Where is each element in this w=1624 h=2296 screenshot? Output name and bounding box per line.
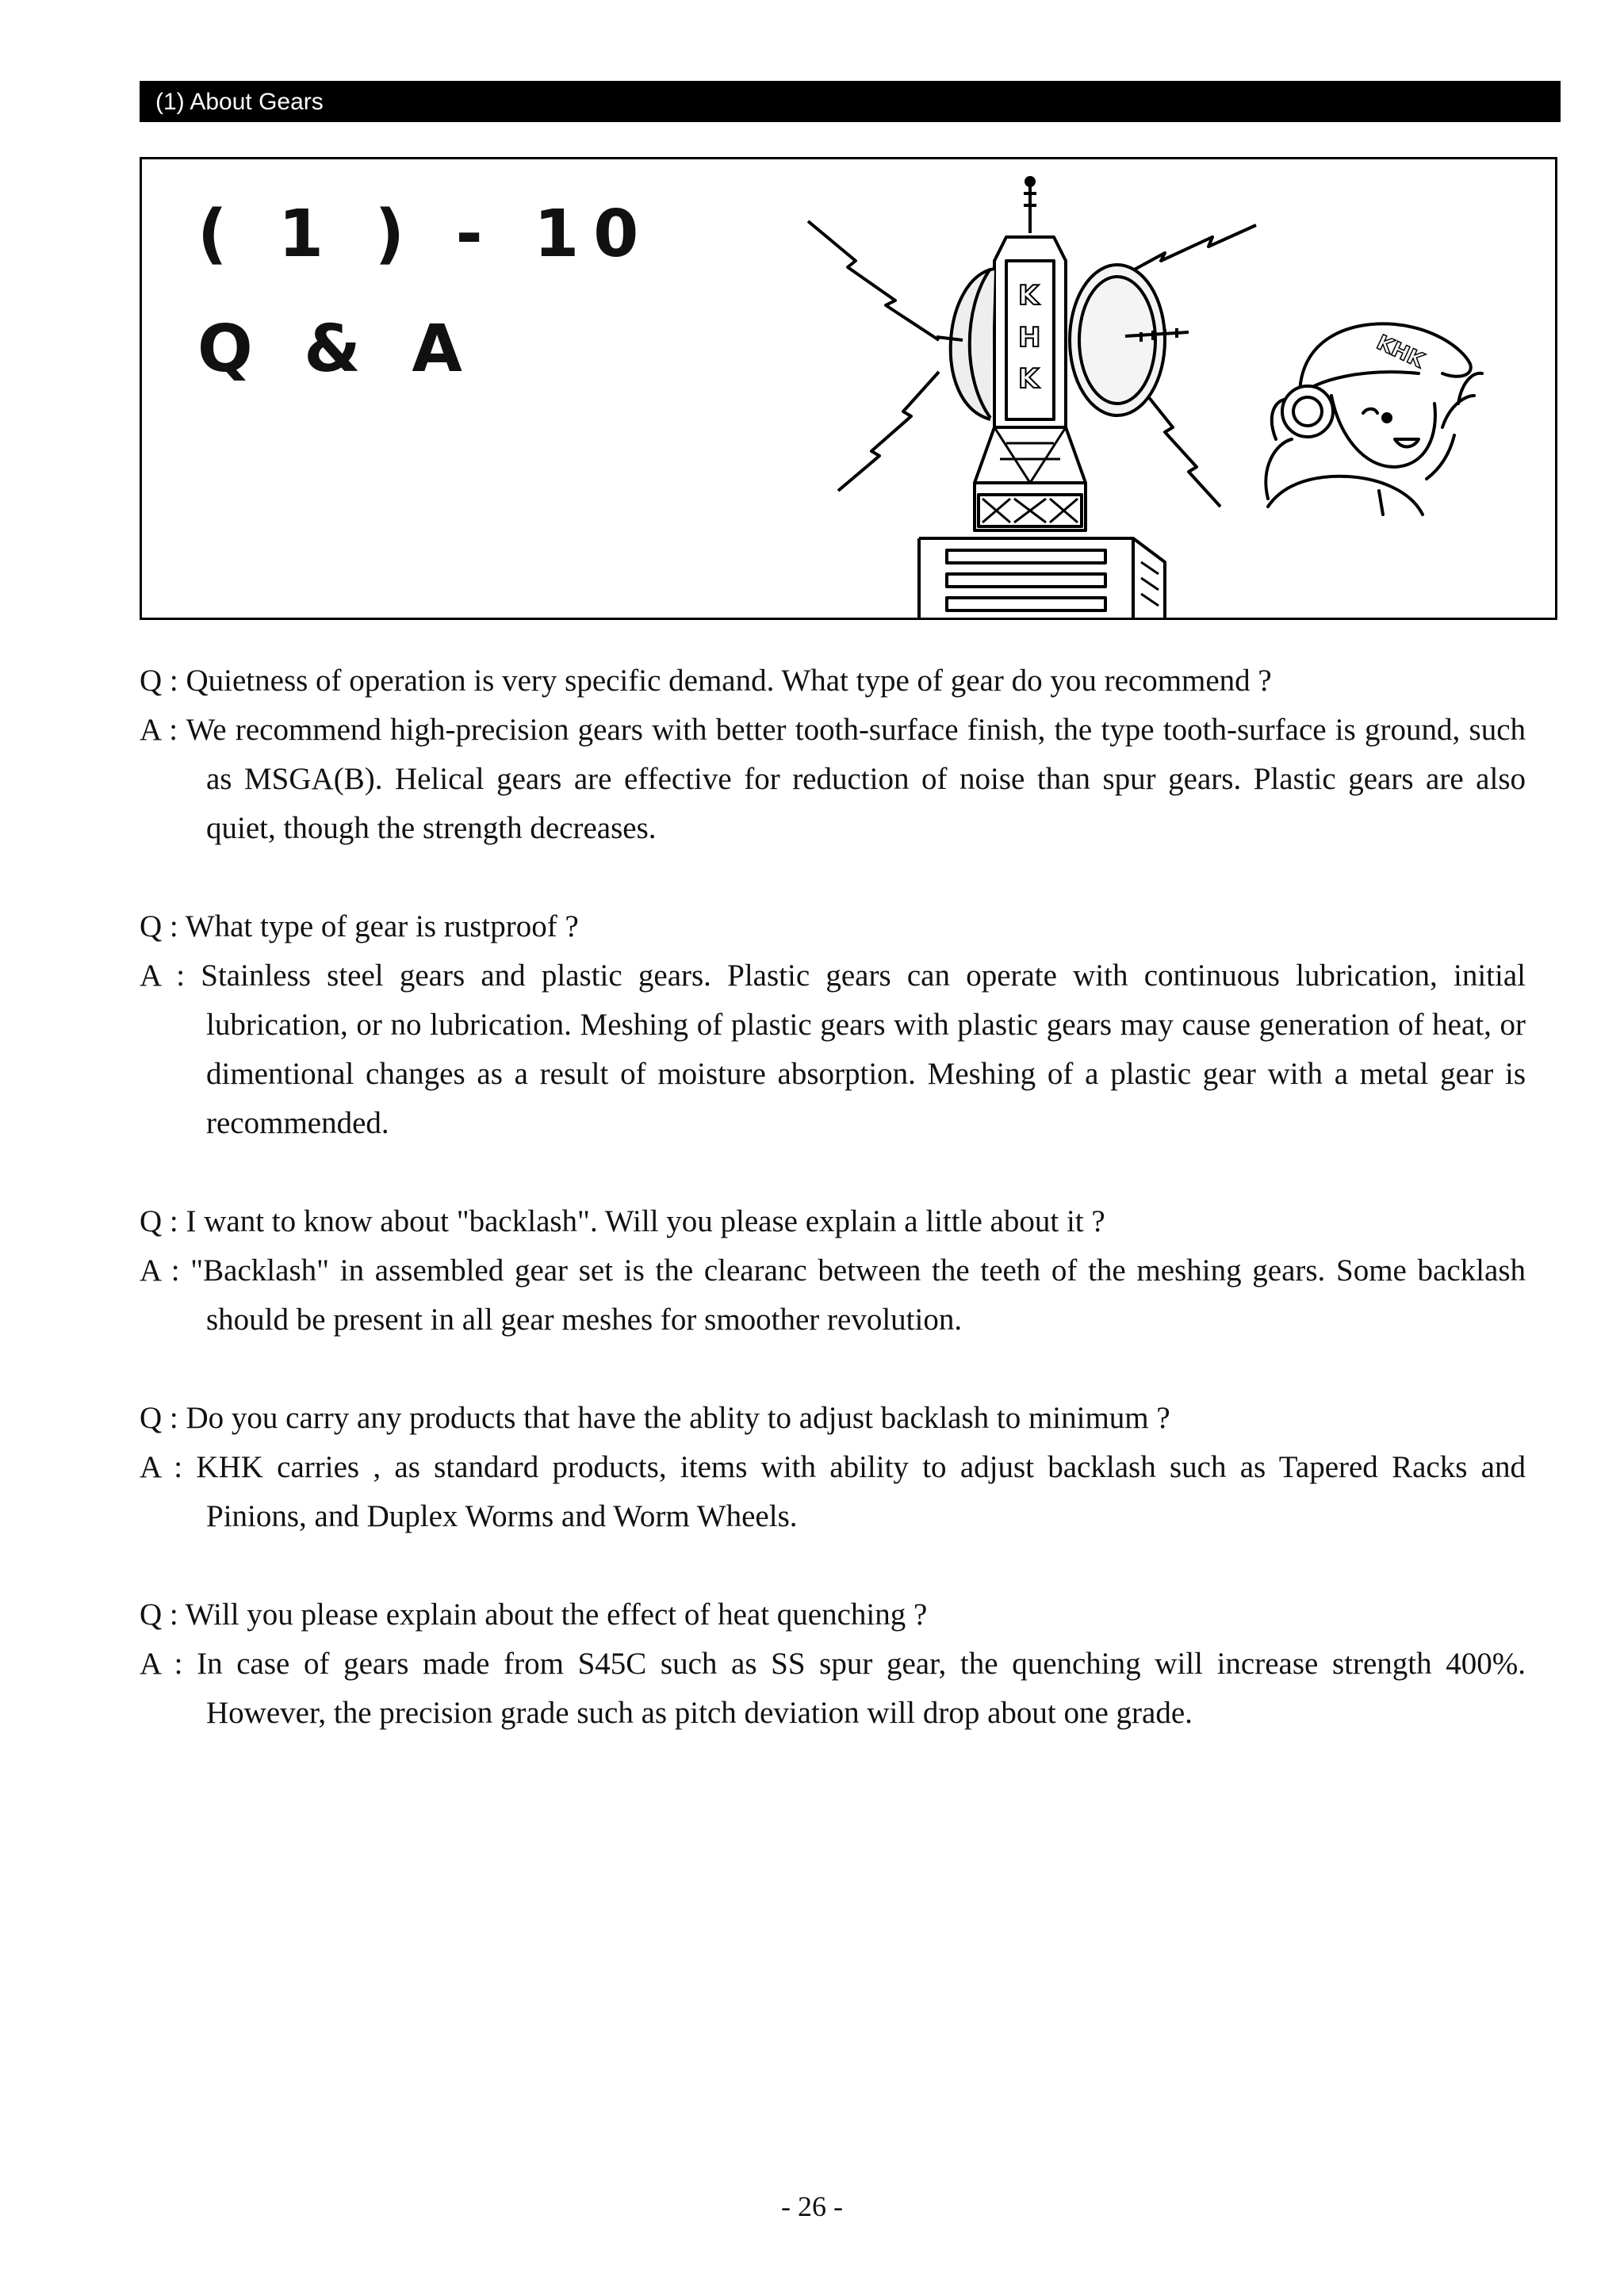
qa-item [140,656,1526,853]
answer-text: A : We recommend high-precision gears with better tooth-surface finish, the type tooth-surface is ground, such as MSGA(B). Helical gears are effective for reduction of noise than spur gears. Plastic gears are also quiet, though the strength decreases. [140,713,1526,845]
question-text: Q : Do you carry any products that have the ablity to adjust backlash to minimum ? [140,1401,1170,1435]
tower-logo-k2: K [1018,363,1040,395]
answer-text: A : In case of gears made from S45C such as SS spur gear, the quenching will increase strength 400%. However, the precision grade such as pitch deviation will drop about one grade. [140,1647,1526,1730]
question-text: Q : I want to know about "backlash". Will you please explain a little about it ? [140,1204,1105,1238]
title-banner [140,157,1557,620]
chapter-title: Q & A [197,312,477,387]
answer-text: A : KHK carries , as standard products, items with ability to adjust backlash such as Tapered Racks and Pinions, and Duplex Worms and Worm Wheels. [140,1450,1526,1533]
question-text: Q : Will you please explain about the effect of heat quenching ? [140,1598,928,1632]
answer-text: A : Stainless steel gears and plastic gears. Plastic gears can operate with continuous lubrication, initial lubrication, or no lubrication. Meshing of plastic gears with plastic gears may cause generation of heat, or dimentional changes as a result of moisture absorption. Meshing of a plastic gear with a metal gear is recommended. [140,959,1526,1140]
section-header-bar [140,81,1561,122]
tower-logo-h: H [1018,322,1041,354]
qa-item [140,1197,1526,1345]
question-text: Q : What type of gear is rustproof ? [140,909,579,943]
question-text: Q : Quietness of operation is very specific demand. What type of gear do you recommend ? [140,664,1272,698]
qa-item [140,1590,1526,1738]
page-number: - 26 - [781,2191,843,2222]
answer-text: A : "Backlash" in assembled gear set is the clearanc between the teeth of the meshing gears. Some backlash should be present in all gear meshes for smoother revolution. [140,1253,1526,1337]
cap-logo: KHK [1373,331,1428,373]
chapter-number: ( 1 ) - 10 [197,197,653,272]
signal-bolt-icon [1141,388,1220,507]
signal-bolt-icon [1121,225,1256,277]
signal-bolt-icon [808,221,939,340]
antenna-tower-illustration [792,166,1506,618]
tower-logo-k1: K [1018,280,1040,312]
qa-item [140,902,1526,1148]
signal-bolt-icon [838,372,939,491]
section-header-label: (1) About Gears [155,89,324,115]
qa-item [140,1394,1526,1541]
